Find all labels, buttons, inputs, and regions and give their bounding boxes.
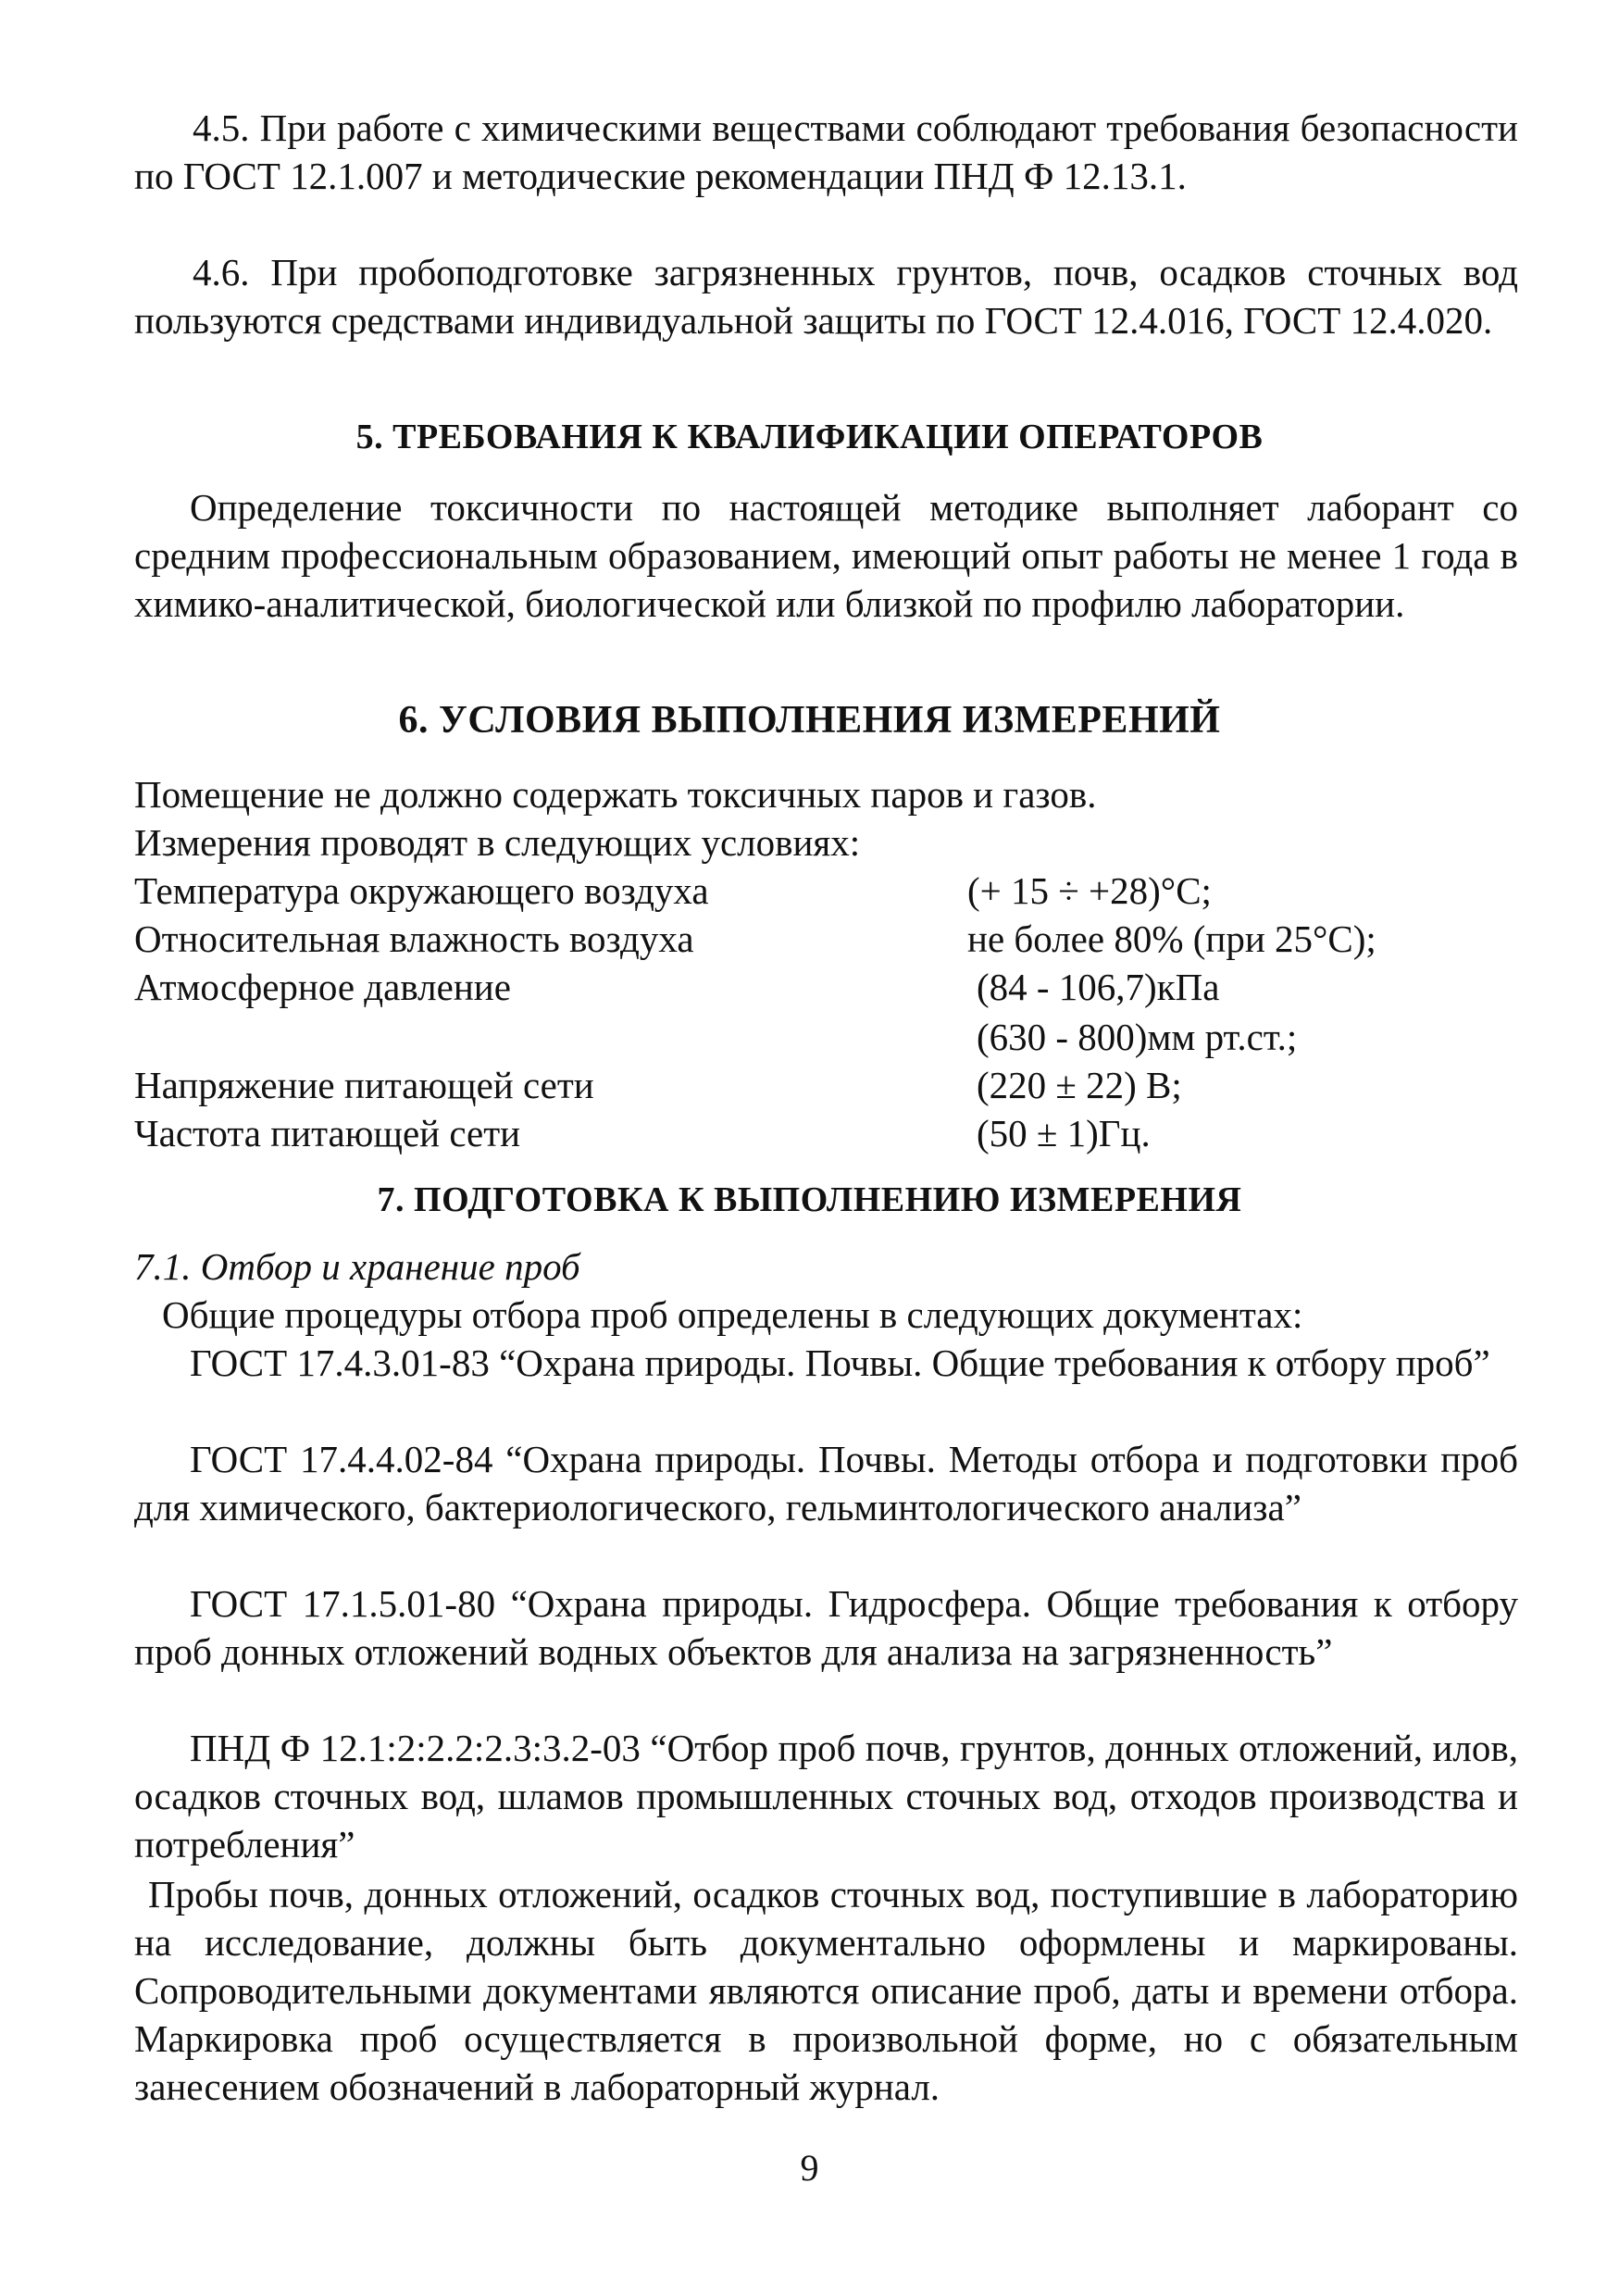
document-reference: ГОСТ 17.4.3.01-83 “Охрана природы. Почвы. Общие требования к отбору проб”	[190, 1341, 1490, 1384]
paragraph-4-5: 4.5. При работе с химическими веществами соблюдают требования безопасности по ГОСТ 12.1.007 и методические рекомендации ПНД Ф 12.13.1.	[134, 106, 1518, 197]
section-7-final-paragraph: Пробы почв, донных отложений, осадков сточных вод, поступившие в лабораторию на исследование, должны быть документально оформлены и маркированы. Сопроводительными документами являются описание проб, даты и времени отбора. Маркировка проб осуществляется в произвольной форме, но с обязательным занесением обозначений в лабораторный журнал.	[134, 1873, 1518, 2108]
condition-value: (50 ± 1)Гц.	[977, 1112, 1151, 1154]
paragraph-4-6: 4.6. При пробоподготовке загрязненных грунтов, почв, осадков сточных вод пользуются средствами индивидуальной защиты по ГОСТ 12.4.016, ГОСТ 12.4.020.	[134, 251, 1518, 342]
condition-value: (220 ± 22) В;	[977, 1064, 1182, 1106]
condition-label: Напряжение питающей сети	[134, 1064, 594, 1106]
condition-row	[134, 963, 1523, 1011]
section-7-intro: Общие процедуры отбора проб определены в следующих документах:	[162, 1293, 1303, 1336]
condition-row	[134, 1061, 1523, 1109]
condition-value: не более 80% (при 25°С);	[967, 917, 1376, 960]
document-reference: ГОСТ 17.4.4.02-84 “Охрана природы. Почвы. Методы отбора и подготовки проб для химического, бактериологического, гельминтологического анализа”	[134, 1438, 1518, 1529]
section-6-line-1: Помещение не должно содержать токсичных паров и газов.	[134, 773, 1097, 816]
condition-label: Атмосферное давление	[134, 966, 511, 1008]
condition-row	[134, 1013, 1523, 1061]
condition-value: (+ 15 ÷ +28)°С;	[967, 869, 1212, 912]
condition-row	[134, 1109, 1523, 1157]
condition-label: Температура окружающего воздуха	[134, 869, 709, 912]
section-6-line-2: Измерения проводят в следующих условиях:	[134, 821, 861, 864]
document-reference: ПНД Ф 12.1:2:2.2:2.3:3.2-03 “Отбор проб почв, грунтов, донных отложений, илов, осадков сточных вод, шламов промышленных сточных вод, отходов производства и потребления”	[134, 1727, 1518, 1866]
condition-value: (630 - 800)мм рт.ст.;	[977, 1016, 1298, 1058]
condition-row	[134, 867, 1523, 915]
condition-row	[134, 915, 1523, 963]
section-6-heading: 6. УСЛОВИЯ ВЫПОЛНЕНИЯ ИЗМЕРЕНИЙ	[398, 699, 1221, 742]
condition-label: Частота питающей сети	[134, 1112, 521, 1154]
subsection-7-1-heading: 7.1. Отбор и хранение проб	[134, 1245, 580, 1288]
section-5-text: Определение токсичности по настоящей методике выполняет лаборант со средним профессиональным образованием, имеющий опыт работы не менее 1 года в химико-аналитической, биологической или близкой по профилю лаборатории.	[134, 486, 1518, 625]
section-5-heading: 5. ТРЕБОВАНИЯ К КВАЛИФИКАЦИИ ОПЕРАТОРОВ	[355, 418, 1264, 456]
page-number: 9	[800, 2147, 819, 2189]
condition-label: Относительная влажность воздуха	[134, 917, 694, 960]
section-7-heading: 7. ПОДГОТОВКА К ВЫПОЛНЕНИЮ ИЗМЕРЕНИЯ	[377, 1180, 1242, 1219]
condition-value: (84 - 106,7)кПа	[977, 966, 1220, 1008]
document-reference: ГОСТ 17.1.5.01-80 “Охрана природы. Гидросфера. Общие требования к отбору проб донных отложений водных объектов для анализа на загрязненность”	[134, 1582, 1518, 1673]
